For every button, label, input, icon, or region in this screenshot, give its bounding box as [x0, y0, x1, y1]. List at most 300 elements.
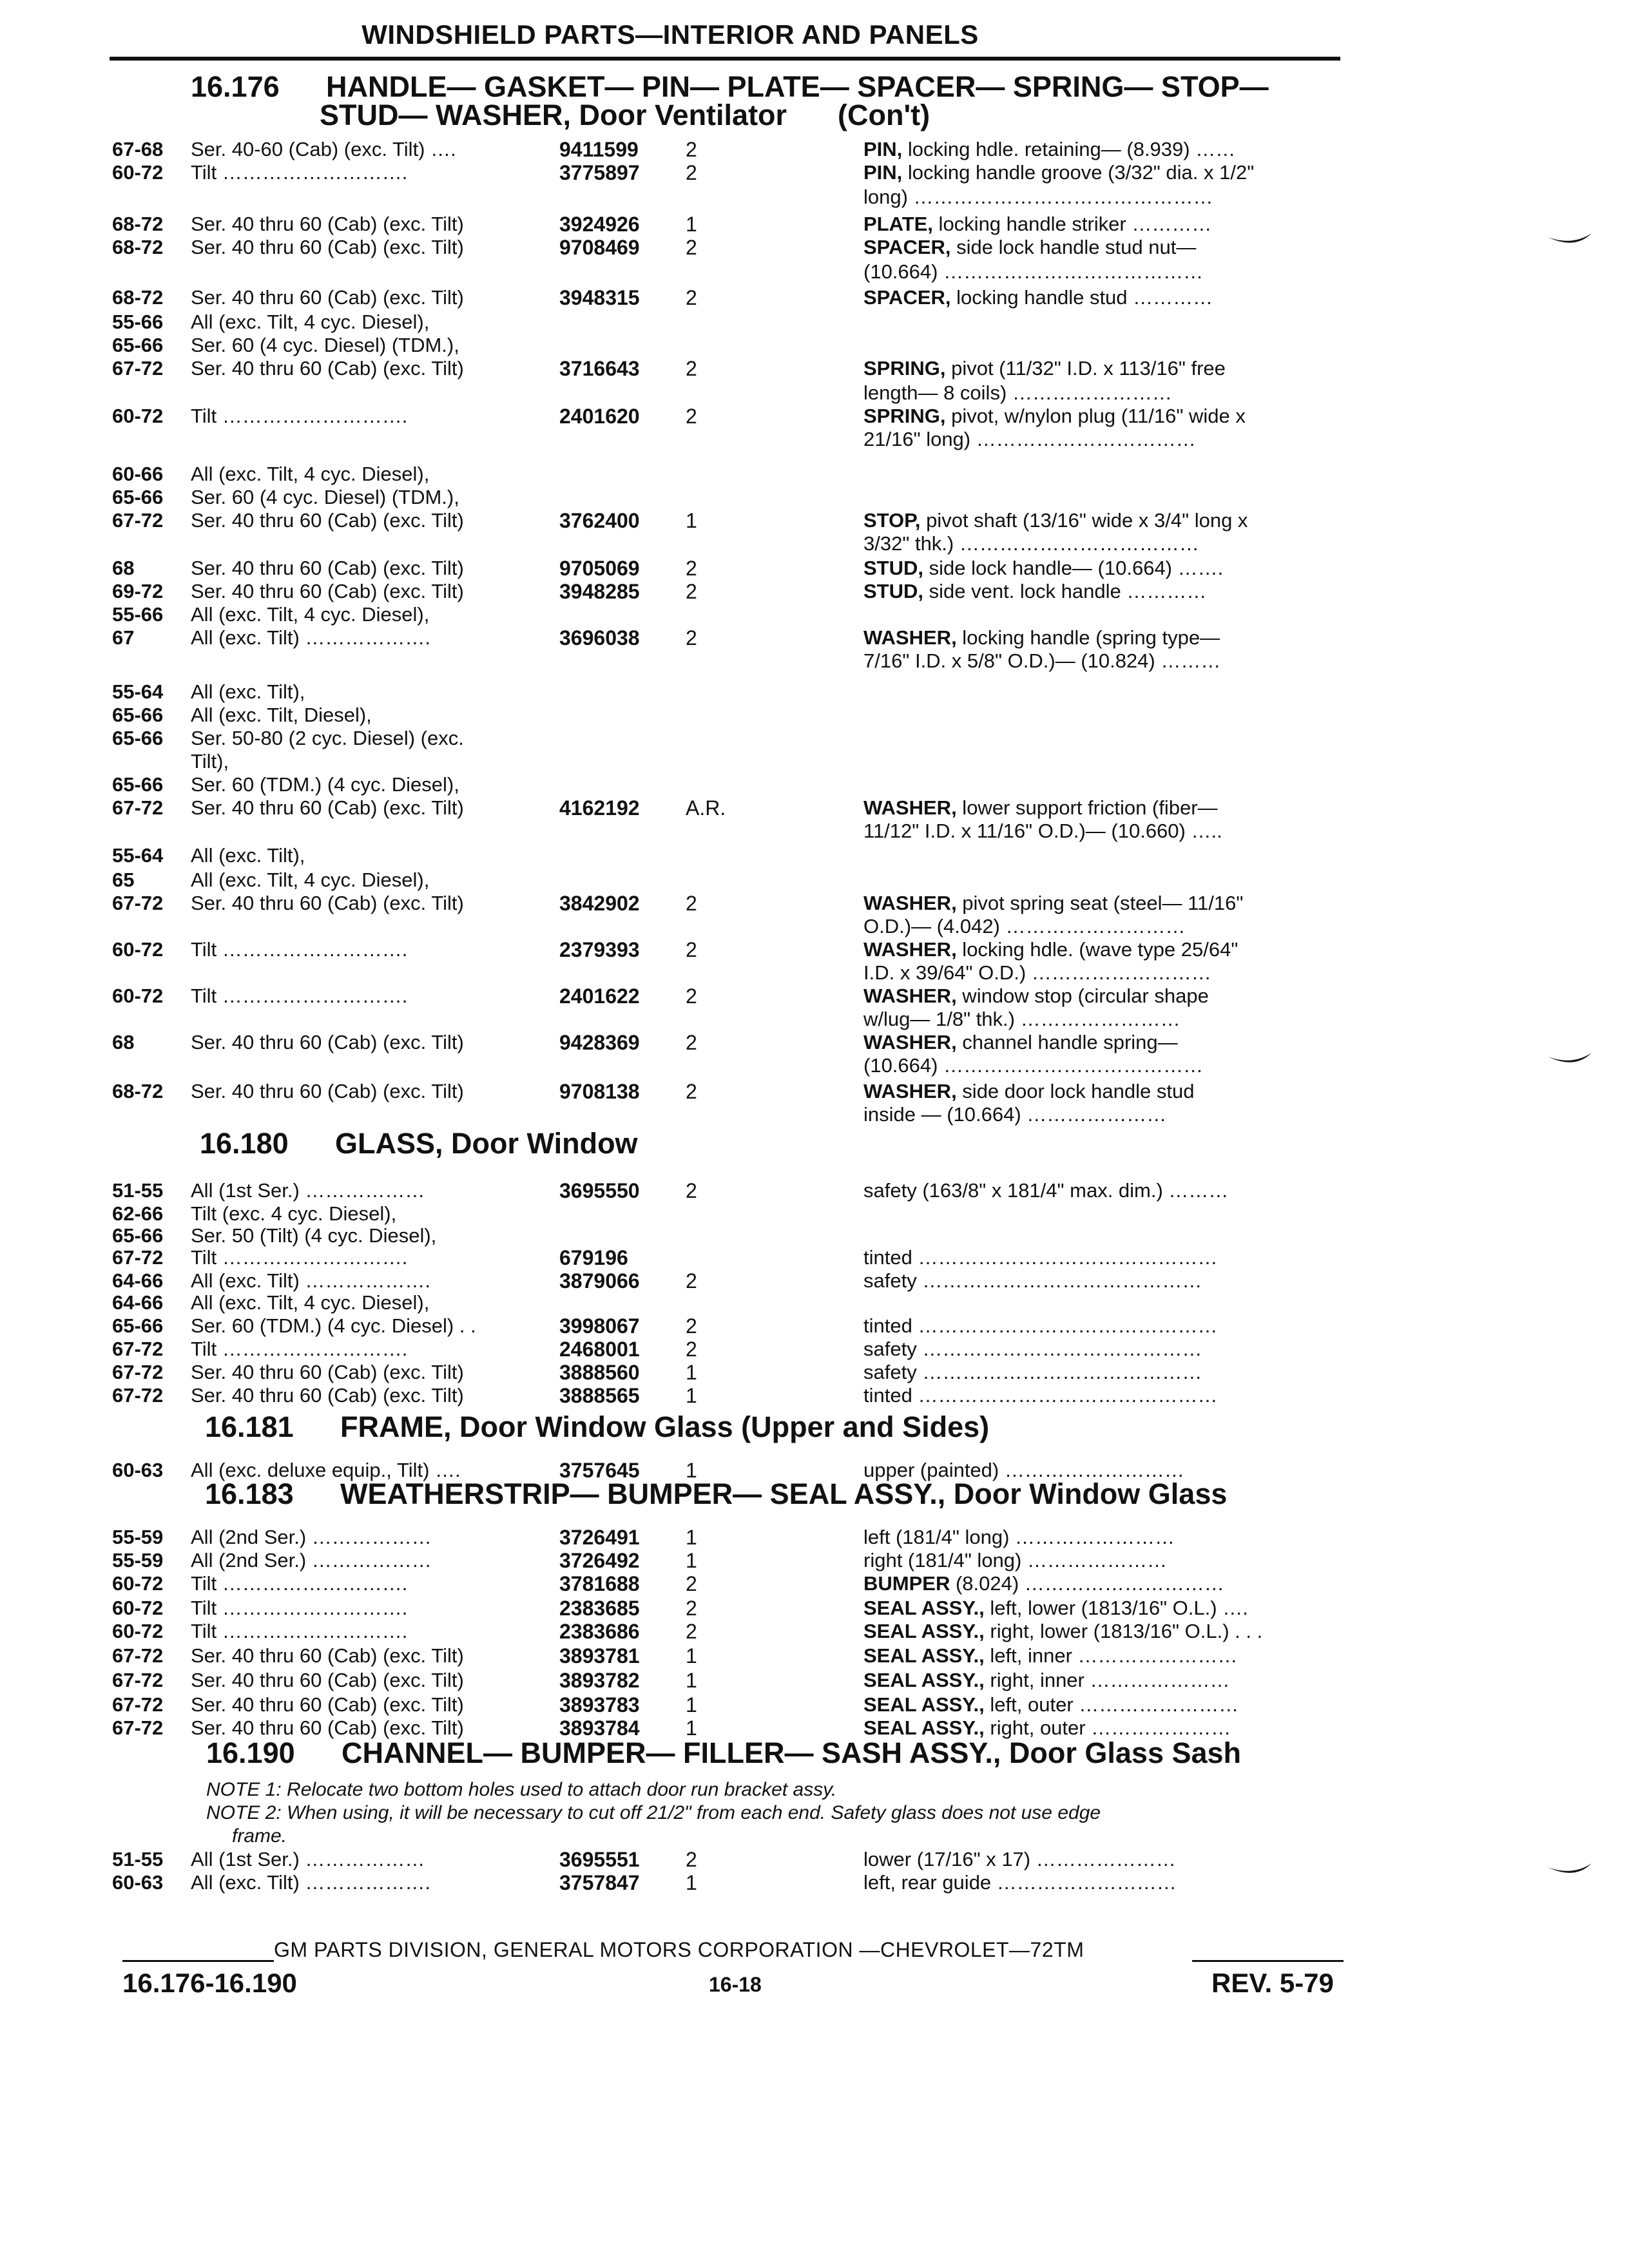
application: Ser. 40 thru 60 (Cab) (exc. Tilt)	[191, 1080, 464, 1102]
part-name: WASHER,	[863, 938, 957, 961]
part-description	[863, 260, 1340, 284]
year-range: 60-72	[112, 985, 164, 1007]
application: Ser. 40 thru 60 (Cab) (exc. Tilt)	[191, 796, 464, 819]
part-number: 3893781	[559, 1644, 640, 1667]
section-title-text: HANDLE— GASKET— PIN— PLATE— SPACER— SPRING— STOP—	[326, 70, 1269, 103]
quantity: 2	[686, 1338, 697, 1361]
quantity: 2	[686, 405, 697, 428]
part-description	[863, 1103, 1340, 1126]
part-detail: pivot shaft (13/16" wide x 3/4" long x	[920, 509, 1248, 532]
part-detail: locking handle striker …………	[932, 213, 1212, 235]
year-range: 65	[112, 869, 135, 891]
part-detail: left, lower (1813/16" O.L.) ….	[984, 1597, 1248, 1619]
part-detail: w/lug— 1/8" thk.) ……………………	[863, 1008, 1181, 1030]
part-name: STOP,	[863, 509, 921, 532]
part-number: 679196	[559, 1246, 628, 1269]
part-description	[863, 557, 1340, 580]
part-description	[863, 796, 1340, 820]
part-number: 3893782	[559, 1669, 640, 1692]
part-number: 3879066	[559, 1269, 640, 1293]
application: All (exc. Tilt, 4 cyc. Diesel),	[191, 603, 430, 626]
application: Tilt ……………………….	[191, 1597, 408, 1619]
application: All (2nd Ser.) ………………	[191, 1549, 432, 1571]
year-range: 62-66	[112, 1202, 164, 1225]
part-number: 9705069	[559, 557, 640, 580]
header-rule	[110, 57, 1340, 61]
year-range: 68	[112, 1031, 135, 1053]
part-number: 3716643	[559, 357, 640, 380]
quantity: 1	[686, 213, 697, 236]
part-number: 3695551	[559, 1848, 640, 1871]
part-detail: 11/12" I.D. x 11/16" O.D.)— (10.660) …..	[863, 820, 1222, 842]
application: Tilt),	[191, 750, 229, 773]
application: Tilt ……………………….	[191, 161, 408, 184]
part-name: STUD,	[863, 580, 923, 602]
footer-revision: REV. 5-79	[1211, 1968, 1334, 1998]
part-name: STUD,	[863, 557, 923, 579]
year-range: 51-55	[112, 1848, 164, 1870]
part-description	[863, 532, 1340, 555]
part-description	[863, 915, 1340, 938]
part-description: upper (painted) ………………………	[863, 1459, 1184, 1481]
part-description	[863, 649, 1340, 673]
quantity: 2	[686, 236, 697, 259]
part-description	[863, 820, 1340, 843]
year-range: 67-72	[112, 509, 164, 532]
part-detail: inside — (10.664) …………………	[863, 1103, 1167, 1126]
year-range: 68-72	[112, 286, 164, 309]
year-range: 68	[112, 557, 135, 579]
year-range: 67-72	[112, 1246, 164, 1269]
part-number: 3696038	[559, 626, 640, 649]
year-range: 60-72	[112, 1620, 164, 1642]
part-description	[863, 1693, 1340, 1716]
application: All (exc. Tilt) ……………….	[191, 1871, 431, 1894]
part-description	[863, 1620, 1340, 1643]
part-detail: side vent. lock handle …………	[923, 580, 1207, 602]
part-name: SEAL ASSY.,	[863, 1669, 985, 1691]
quantity: 2	[686, 938, 697, 961]
application: Tilt (exc. 4 cyc. Diesel),	[191, 1202, 397, 1225]
part-name: PIN,	[863, 138, 903, 160]
quantity: 2	[686, 985, 697, 1008]
application: All (exc. Tilt, 4 cyc. Diesel),	[191, 1291, 430, 1314]
application: All (exc. Tilt, 4 cyc. Diesel),	[191, 463, 430, 485]
quantity: 2	[686, 161, 697, 184]
quantity: A.R.	[686, 796, 726, 820]
part-description	[863, 236, 1340, 259]
part-name: SEAL ASSY.,	[863, 1693, 985, 1716]
part-detail: pivot, w/nylon plug (11/16" wide x	[945, 405, 1246, 427]
footer-page-number: 16-18	[709, 1973, 762, 1996]
year-range: 67-72	[112, 1716, 164, 1739]
part-description	[863, 1526, 1340, 1549]
part-number: 3781688	[559, 1572, 640, 1595]
year-range: 60-63	[112, 1459, 164, 1481]
part-number: 3695550	[559, 1179, 640, 1202]
quantity: 1	[686, 1871, 697, 1894]
part-description	[863, 381, 1340, 405]
part-description	[863, 186, 1340, 209]
year-range: 65-66	[112, 727, 164, 749]
part-number: 2379393	[559, 938, 640, 961]
year-range: 55-66	[112, 603, 164, 626]
part-detail: lower support friction (fiber—	[956, 796, 1218, 819]
part-number: 9708138	[559, 1080, 640, 1103]
year-range: 67	[112, 626, 135, 649]
application: Ser. 40 thru 60 (Cab) (exc. Tilt)	[191, 1031, 464, 1053]
year-range: 65-66	[112, 1224, 164, 1247]
year-range: 67-72	[112, 357, 164, 380]
application: All (exc. Tilt, 4 cyc. Diesel),	[191, 869, 430, 891]
part-name: WASHER,	[863, 1080, 957, 1102]
part-name: BUMPER	[863, 1572, 950, 1595]
binder-punch-mark	[1547, 1052, 1593, 1070]
part-description	[863, 213, 1340, 236]
part-detail: locking handle (spring type—	[956, 626, 1220, 649]
part-description: safety ……………………………………	[863, 1338, 1202, 1360]
application: All (exc. deluxe equip., Tilt) ….	[191, 1459, 461, 1481]
section-number: 16.190	[206, 1736, 295, 1769]
application: All (exc. Tilt) ……………….	[191, 1269, 431, 1292]
part-number: 3775897	[559, 161, 640, 184]
part-name: PIN,	[863, 161, 903, 184]
section-number: 16.180	[200, 1127, 289, 1160]
part-detail: 3/32" thk.) ………………………………	[863, 532, 1199, 555]
year-range: 60-72	[112, 1597, 164, 1619]
footer-section-range: 16.176-16.190	[122, 1968, 297, 1998]
application: Ser. 50-80 (2 cyc. Diesel) (exc.	[191, 727, 464, 749]
part-number: 4162192	[559, 796, 640, 820]
page-header-title: WINDSHIELD PARTS—INTERIOR AND PANELS	[361, 19, 979, 50]
year-range: 67-72	[112, 1361, 164, 1383]
quantity: 1	[686, 1693, 697, 1716]
part-number: 3893784	[559, 1716, 640, 1740]
section-16-176-title-line1	[191, 72, 1269, 102]
part-description	[863, 286, 1340, 309]
quantity: 2	[686, 557, 697, 580]
year-range: 65-66	[112, 334, 164, 356]
quantity: 2	[686, 892, 697, 915]
part-description	[863, 580, 1340, 603]
part-name: SPACER,	[863, 236, 951, 258]
part-detail: side lock handle stud nut—	[950, 236, 1197, 258]
application: Tilt ……………………….	[191, 405, 408, 427]
part-number: 3726491	[559, 1526, 640, 1549]
part-detail: side lock handle— (10.664) …….	[923, 557, 1224, 579]
quantity: 2	[686, 1620, 697, 1643]
part-description: safety ……………………………………	[863, 1361, 1202, 1383]
part-number: 2383685	[559, 1597, 640, 1620]
section-16-183-title	[205, 1479, 1227, 1509]
part-detail: O.D.)— (4.042) ………………………	[863, 915, 1186, 937]
year-range: 60-72	[112, 1572, 164, 1595]
part-number: 3762400	[559, 509, 640, 532]
year-range: 64-66	[112, 1291, 164, 1314]
part-description	[863, 961, 1340, 985]
part-detail: pivot (11/32" I.D. x 113/16" free	[945, 357, 1226, 380]
application: Ser. 60 (4 cyc. Diesel) (TDM.),	[191, 334, 459, 356]
binder-punch-mark	[1547, 232, 1593, 250]
part-description	[863, 892, 1340, 915]
part-description: tinted ………………………………………	[863, 1314, 1218, 1337]
part-description	[863, 1572, 1340, 1595]
application: Ser. 60 (TDM.) (4 cyc. Diesel) . .	[191, 1314, 476, 1337]
part-name: WASHER,	[863, 985, 957, 1007]
part-description	[863, 1080, 1340, 1103]
part-description	[863, 161, 1340, 184]
part-description: left, rear guide ………………………	[863, 1871, 1177, 1894]
part-number: 3757645	[559, 1459, 640, 1482]
application: Ser. 40 thru 60 (Cab) (exc. Tilt)	[191, 1384, 464, 1407]
application: Ser. 40-60 (Cab) (exc. Tilt) ….	[191, 138, 456, 160]
quantity: 2	[686, 580, 697, 603]
footer-rule-left	[122, 1960, 274, 1962]
part-number: 2401622	[559, 985, 640, 1008]
part-description	[863, 405, 1340, 428]
quantity: 2	[686, 1080, 697, 1103]
year-range: 60-66	[112, 463, 164, 485]
part-number: 3726492	[559, 1549, 640, 1572]
section-16-190-title	[206, 1738, 1241, 1768]
application: Ser. 40 thru 60 (Cab) (exc. Tilt)	[191, 357, 464, 380]
part-name: SEAL ASSY.,	[863, 1716, 985, 1739]
application: Tilt ……………………….	[191, 1620, 408, 1642]
part-description	[863, 1549, 1340, 1572]
year-range: 67-72	[112, 892, 164, 914]
application: Ser. 40 thru 60 (Cab) (exc. Tilt)	[191, 1669, 464, 1691]
application: Tilt ……………………….	[191, 938, 408, 961]
part-name: WASHER,	[863, 1031, 957, 1053]
part-description	[863, 938, 1340, 961]
quantity: 2	[686, 138, 697, 161]
part-number: 9411599	[559, 138, 639, 161]
part-description	[863, 1597, 1340, 1620]
quantity: 1	[686, 1361, 697, 1384]
year-range: 64-66	[112, 1269, 164, 1292]
part-description: lower (17/16" x 17) …………………	[863, 1848, 1176, 1870]
part-description	[863, 626, 1340, 649]
part-description	[863, 1644, 1340, 1667]
part-description	[863, 357, 1340, 380]
part-description: tinted ………………………………………	[863, 1246, 1218, 1269]
part-detail: 7/16" I.D. x 5/8" O.D.)— (10.824) ………	[863, 649, 1221, 672]
part-description	[863, 138, 1340, 161]
part-number: 3888565	[559, 1384, 640, 1407]
quantity: 2	[686, 1572, 697, 1595]
note-1: NOTE 1: Relocate two bottom holes used to attach door run bracket assy.	[206, 1779, 837, 1800]
application: Ser. 40 thru 60 (Cab) (exc. Tilt)	[191, 557, 464, 579]
application: All (1st Ser.) ………………	[191, 1848, 425, 1870]
quantity: 1	[686, 1384, 697, 1407]
part-number: 9428369	[559, 1031, 640, 1054]
quantity: 1	[686, 1526, 697, 1549]
part-detail: side door lock handle stud	[956, 1080, 1195, 1102]
application: Ser. 40 thru 60 (Cab) (exc. Tilt)	[191, 286, 464, 309]
year-range: 55-66	[112, 311, 164, 333]
part-detail: left, inner ……………………	[984, 1644, 1238, 1667]
part-description	[863, 509, 1340, 532]
part-detail: I.D. x 39/64" O.D.) ………………………	[863, 961, 1211, 984]
quantity: 2	[686, 1597, 697, 1620]
part-number: 3948315	[559, 286, 640, 309]
part-detail: pivot spring seat (steel— 11/16"	[956, 892, 1244, 914]
quantity: 1	[686, 1716, 697, 1740]
part-detail: left, outer ……………………	[984, 1693, 1239, 1716]
part-number: 3842902	[559, 892, 640, 915]
application: Ser. 40 thru 60 (Cab) (exc. Tilt)	[191, 509, 464, 532]
quantity: 2	[686, 357, 697, 380]
part-detail: right, inner …………………	[984, 1669, 1230, 1691]
section-16-180-title	[200, 1129, 638, 1158]
application: Tilt ……………………….	[191, 1572, 408, 1595]
part-detail: long) ………………………………………	[863, 186, 1213, 208]
application: All (1st Ser.) ………………	[191, 1179, 425, 1202]
part-description: safety ……………………………………	[863, 1269, 1202, 1292]
part-detail: channel handle spring—	[956, 1031, 1178, 1053]
part-detail: left (181/4" long) ……………………	[863, 1526, 1175, 1548]
part-detail: window stop (circular shape	[956, 985, 1209, 1007]
year-range: 67-72	[112, 1693, 164, 1716]
quantity: 2	[686, 626, 697, 649]
quantity: 2	[686, 286, 697, 309]
year-range: 65-66	[112, 704, 164, 726]
application: All (exc. Tilt, 4 cyc. Diesel),	[191, 311, 430, 333]
part-name: PLATE,	[863, 213, 933, 235]
part-detail: right (181/4" long) …………………	[863, 1549, 1167, 1571]
application: Ser. 40 thru 60 (Cab) (exc. Tilt)	[191, 1716, 464, 1739]
part-name: SEAL ASSY.,	[863, 1644, 985, 1667]
part-number: 2468001	[559, 1338, 640, 1361]
section-title-text: WEATHERSTRIP— BUMPER— SEAL ASSY., Door Window Glass	[340, 1477, 1228, 1510]
part-number: 3948285	[559, 580, 640, 603]
application: Tilt ……………………….	[191, 1246, 408, 1269]
part-detail: locking handle stud …………	[950, 286, 1213, 309]
year-range: 60-72	[112, 938, 164, 961]
year-range: 67-72	[112, 1384, 164, 1407]
quantity: 2	[686, 1179, 697, 1202]
application: Ser. 50 (Tilt) (4 cyc. Diesel),	[191, 1224, 437, 1247]
part-description	[863, 985, 1340, 1008]
quantity: 1	[686, 1549, 697, 1572]
quantity: 1	[686, 1644, 697, 1667]
quantity: 2	[686, 1314, 697, 1338]
part-name: SPRING,	[863, 405, 946, 427]
part-name: WASHER,	[863, 626, 957, 649]
part-name: SPRING,	[863, 357, 946, 380]
year-range: 67-72	[112, 1669, 164, 1691]
year-range: 68-72	[112, 1080, 164, 1102]
footer-publisher: GM PARTS DIVISION, GENERAL MOTORS CORPORATION —CHEVROLET—72TM	[274, 1938, 1084, 1961]
note-2: NOTE 2: When using, it will be necessary to cut off 21/2" from each end. Safety glass does not use edge	[206, 1802, 1101, 1823]
application: All (exc. Tilt),	[191, 680, 305, 703]
part-name: WASHER,	[863, 892, 957, 914]
year-range: 68-72	[112, 236, 164, 258]
section-16-176-title-line2: STUD— WASHER, Door Ventilator	[320, 99, 787, 131]
part-description: tinted ………………………………………	[863, 1384, 1218, 1407]
section-number: 16.176	[191, 70, 280, 103]
year-range: 67-72	[112, 796, 164, 819]
application: Ser. 40 thru 60 (Cab) (exc. Tilt)	[191, 1644, 464, 1667]
year-range: 60-72	[112, 161, 164, 184]
part-name: SEAL ASSY.,	[863, 1597, 985, 1619]
section-number: 16.183	[205, 1477, 294, 1510]
application: Ser. 40 thru 60 (Cab) (exc. Tilt)	[191, 236, 464, 258]
application: All (exc. Tilt) ……………….	[191, 626, 431, 649]
section-title-text: FRAME, Door Window Glass (Upper and Sides)	[340, 1410, 990, 1443]
application: Ser. 60 (4 cyc. Diesel) (TDM.),	[191, 486, 459, 508]
quantity: 2	[686, 1269, 697, 1293]
part-name: WASHER,	[863, 796, 957, 819]
year-range: 55-59	[112, 1549, 164, 1571]
year-range: 67-68	[112, 138, 164, 160]
application: All (2nd Ser.) ………………	[191, 1526, 432, 1548]
part-detail: locking hdle. (wave type 25/64"	[956, 938, 1239, 961]
year-range: 67-72	[112, 1644, 164, 1667]
binder-punch-mark	[1547, 1862, 1593, 1880]
part-detail: (8.024) …………………………	[950, 1572, 1224, 1595]
part-number: 9708469	[559, 236, 640, 259]
application: Ser. 40 thru 60 (Cab) (exc. Tilt)	[191, 580, 464, 602]
part-number: 3893783	[559, 1693, 640, 1716]
year-range: 60-72	[112, 405, 164, 427]
part-detail: right, lower (1813/16" O.L.) . . .	[984, 1620, 1263, 1642]
part-description	[863, 1008, 1340, 1031]
year-range: 67-72	[112, 1338, 164, 1360]
application: Ser. 60 (TDM.) (4 cyc. Diesel),	[191, 773, 459, 796]
part-detail: 21/16" long) ……………………………	[863, 428, 1196, 450]
quantity: 1	[686, 509, 697, 532]
application: All (exc. Tilt, Diesel),	[191, 704, 372, 726]
note-2-continued: frame.	[232, 1825, 287, 1847]
year-range: 69-72	[112, 580, 164, 602]
section-title-text: GLASS, Door Window	[335, 1127, 638, 1160]
part-detail: right, outer …………………	[984, 1716, 1231, 1739]
part-description	[863, 428, 1340, 451]
part-detail: (10.664) …………………………………	[863, 1054, 1204, 1077]
application: Tilt ……………………….	[191, 1338, 408, 1360]
part-number: 3998067	[559, 1314, 640, 1338]
section-number: 16.181	[205, 1410, 294, 1443]
application: Tilt ……………………….	[191, 985, 408, 1007]
year-range: 55-64	[112, 844, 164, 867]
quantity: 2	[686, 1848, 697, 1871]
part-name: SPACER,	[863, 286, 951, 309]
section-title-text: CHANNEL— BUMPER— FILLER— SASH ASSY., Door Glass Sash	[342, 1736, 1242, 1769]
part-description	[863, 1669, 1340, 1692]
part-description: safety (163/8" x 181/4" max. dim.) ………	[863, 1179, 1229, 1202]
section-continued-label: (Con't)	[838, 99, 930, 131]
year-range: 51-55	[112, 1179, 164, 1202]
part-detail: (10.664) …………………………………	[863, 260, 1204, 283]
part-name: SEAL ASSY.,	[863, 1620, 985, 1642]
year-range: 65-66	[112, 1314, 164, 1337]
part-number: 3924926	[559, 213, 640, 236]
year-range: 65-66	[112, 486, 164, 508]
part-number: 2401620	[559, 405, 640, 428]
part-number: 3757847	[559, 1871, 640, 1894]
year-range: 68-72	[112, 213, 164, 235]
application: Ser. 40 thru 60 (Cab) (exc. Tilt)	[191, 892, 464, 914]
quantity: 1	[686, 1459, 697, 1482]
section-16-181-title	[205, 1412, 989, 1442]
year-range: 60-63	[112, 1871, 164, 1894]
part-detail: locking handle groove (3/32" dia. x 1/2"	[902, 161, 1255, 184]
part-description	[863, 1031, 1340, 1054]
part-number: 2383686	[559, 1620, 640, 1643]
year-range: 55-59	[112, 1526, 164, 1548]
footer-rule-right	[1192, 1960, 1344, 1962]
